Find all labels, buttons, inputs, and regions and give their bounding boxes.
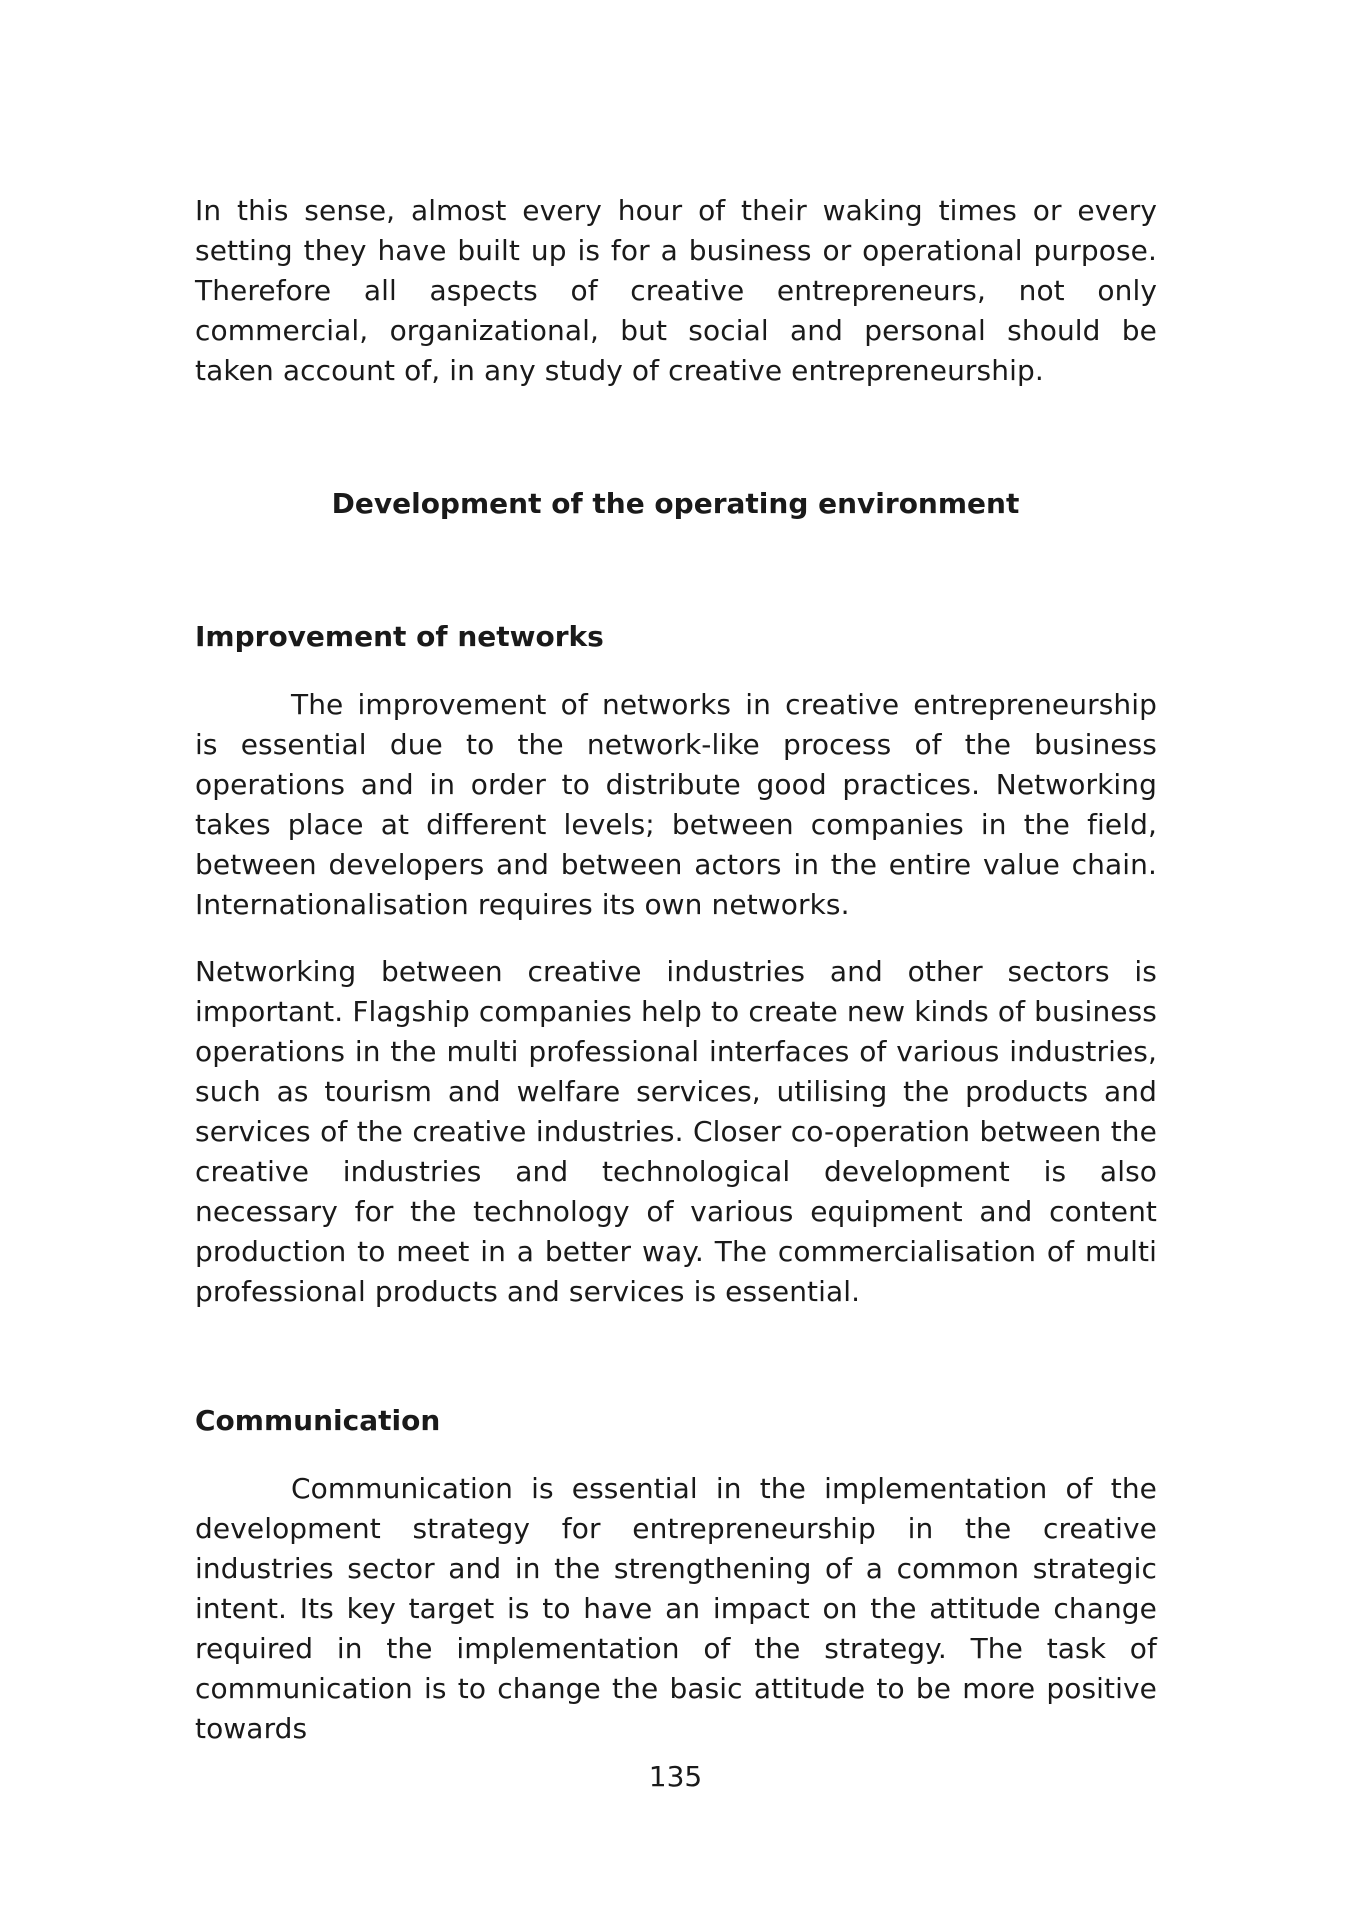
communication-paragraph-1: Communication is essential in the implementation of the development strategy for entrepreneurship in the creative industries sector and in the strengthening of a common strategic intent. Its key target is to have an impact on the attitude change required in the implementation of the strategy. The task of communication is to change the basic attitude to be more positive towards [195,1472,1157,1745]
section-title: Development of the operating environment [331,487,1020,520]
networks-paragraph-2: Networking between creative industries and other sectors is important. Flagship companies help to create new kinds of business operations in the multi professional interfaces of various industries, such as tourism and welfare services, utilising the products and services of the creative industries. Closer co-operation between the creative industries and technological development is also necessary for the technology of various equipment and content production to meet in a better way. The commercialisation of multi professional products and services is essential. [195,955,1157,1308]
networks-paragraph-1: The improvement of networks in creative entrepreneurship is essential due to the network-like process of the business operations and in order to distribute good practices. Networking takes place at different levels; between companies in the field, between developers and between actors in the entire value chain. Internationalisation requires its own networks. [195,688,1157,921]
intro-paragraph: In this sense, almost every hour of their waking times or every setting they have built up is for a business or operational purpose. Therefore all aspects of creative entrepreneurs, not only commercial, organizational, but social and personal should be taken account of, in any study of creative entrepreneurship. [195,194,1157,387]
page-number: 135 [648,1760,703,1793]
communication-heading: Communication [195,1404,441,1437]
networks-heading: Improvement of networks [195,620,604,653]
